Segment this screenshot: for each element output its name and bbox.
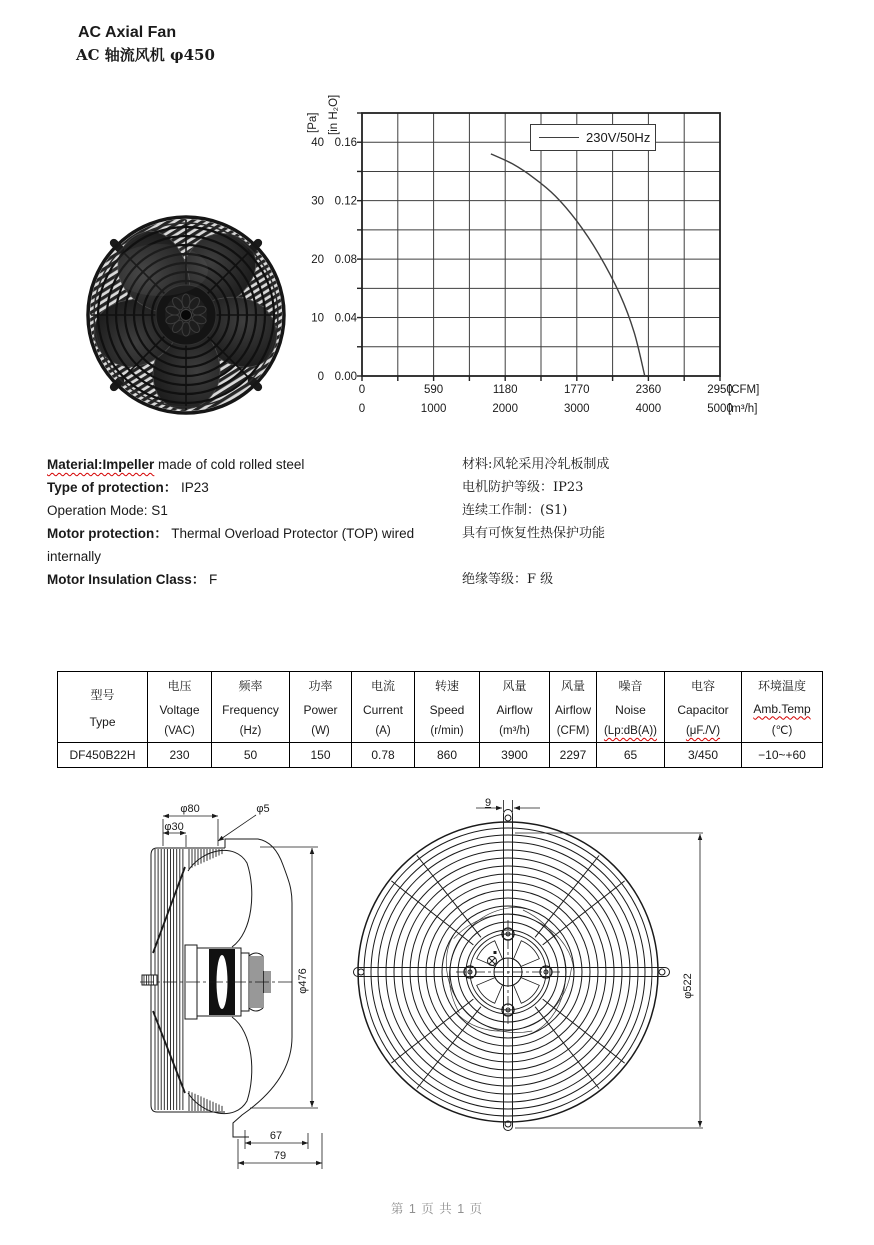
dim-label-9: 9 [484, 797, 492, 809]
spec-line-zh-3: 具有可恢复性热保护功能 [462, 526, 606, 541]
table-header-4: 电流 Current (A) [352, 672, 415, 743]
table-value-0: DF450B22H [58, 743, 148, 768]
table-value-8: 65 [597, 743, 665, 768]
page-subtitle-zh: AC 轴流风机 φ450 [76, 46, 215, 64]
y-axis-unit-pa: [Pa] [307, 112, 319, 133]
spec-line-en-3: Motor protection： Thermal Overload Protector (TOP) wired [47, 526, 415, 541]
curve-230v-50hz [491, 154, 645, 376]
y-tick-inh2o: 0.16 [334, 137, 357, 150]
dim-label-79: 79 [273, 1150, 287, 1162]
spec-line-zh-0: 材料:风轮采用冷轧板制成 [462, 457, 610, 472]
x-tick-cfm: 2950 [707, 384, 733, 396]
table-header-2: 频率 Frequency (Hz) [212, 672, 290, 743]
y-tick-pa: 30 [311, 195, 324, 208]
dim-label-phi80: φ80 [180, 803, 200, 815]
table-header-0: 型号 Type [58, 672, 148, 743]
table-value-7: 2297 [550, 743, 597, 768]
dim-label-67: 67 [269, 1130, 283, 1142]
page-title: AC Axial Fan [78, 24, 177, 41]
table-header-6: 风量 Airflow (m³/h) [480, 672, 550, 743]
x-tick-m3h: 1000 [420, 403, 447, 415]
chart-grid [362, 113, 720, 376]
table-value-3: 150 [290, 743, 352, 768]
y-tick-pa: 20 [311, 254, 324, 267]
y-tick-pa: 0 [317, 371, 324, 383]
chart-legend [530, 124, 656, 151]
venturi-profile [225, 839, 292, 1137]
fan-photo-graphic [82, 217, 285, 422]
dim-label-phi522: φ522 [682, 973, 694, 999]
chart-ticks [357, 113, 720, 381]
table-header-1: 电压 Voltage (VAC) [148, 672, 212, 743]
y-tick-inh2o: 0.04 [334, 312, 357, 325]
fan-photo [72, 212, 300, 424]
spec-line-zh-4 [462, 545, 609, 568]
table-header-5: 转速 Speed (r/min) [415, 672, 480, 743]
x-tick-cfm: 0 [358, 384, 366, 396]
table-header-7: 风量 Airflow (CFM) [550, 672, 597, 743]
drawing-side-view [130, 785, 340, 1180]
x-axis-unit-m3h: [m³/h] [728, 403, 758, 415]
dim-label-phi30: φ30 [164, 821, 184, 833]
spec-table-el [57, 671, 823, 768]
spec-line-zh-2: 连续工作制：(S1) [462, 503, 568, 518]
x-tick-m3h: 2000 [492, 403, 518, 415]
x-tick-cfm: 2360 [635, 384, 662, 396]
specs-chinese [462, 453, 609, 591]
legend-label: 230V/50Hz [586, 130, 651, 145]
x-tick-cfm: 1180 [492, 384, 518, 396]
drawing-front-view [345, 790, 715, 1175]
table-value-9: 3/450 [665, 743, 742, 768]
table-value-4: 0.78 [352, 743, 415, 768]
spec-table [57, 671, 823, 768]
x-tick-m3h: 3000 [564, 403, 590, 415]
table-header-3: 功率 Power (W) [290, 672, 352, 743]
table-header-10: 环境温度 Amb.Temp (℃) [742, 672, 823, 743]
spec-line-zh-5: 绝缘等级：F 级 [462, 572, 554, 587]
x-tick-m3h: 5000 [707, 403, 733, 415]
table-value-1: 230 [148, 743, 212, 768]
spec-line-en-5: Motor Insulation Class： F [47, 572, 218, 587]
table-value-2: 50 [212, 743, 290, 768]
x-tick-cfm: 1770 [564, 384, 590, 396]
spec-line-en-0: Material:Impeller made of cold rolled steel [47, 457, 305, 472]
y-tick-inh2o: 0.12 [334, 195, 357, 208]
y-tick-pa: 10 [311, 312, 324, 325]
page-footer: 第 1 页 共 1 页 [390, 1202, 484, 1216]
y-tick-inh2o: 0.08 [334, 254, 357, 267]
table-header-9: 电容 Capacitor (μF./V) [665, 672, 742, 743]
specs-english [47, 453, 457, 591]
x-tick-cfm: 590 [424, 384, 444, 396]
y-axis-unit-inh2o: [in H₂O] [328, 94, 340, 135]
x-tick-m3h: 0 [358, 403, 366, 415]
x-axis-unit-cfm: [CFM] [728, 384, 760, 396]
dim-label-phi476: φ476 [297, 968, 309, 994]
spec-line-en-1: Type of protection： IP23 [47, 480, 209, 495]
spec-line-en-2: Operation Mode: S1 [47, 503, 168, 518]
table-header-8: 噪音 Noise (Lp:dB(A)) [597, 672, 665, 743]
table-value-5: 860 [415, 743, 480, 768]
y-tick-pa: 40 [311, 137, 324, 150]
x-tick-m3h: 4000 [635, 403, 662, 415]
y-tick-inh2o: 0.00 [334, 371, 357, 383]
table-value-10: −10~+60 [742, 743, 823, 768]
legend-line-sample [539, 137, 579, 138]
dim-label-phi5: φ5 [256, 803, 270, 815]
spec-line-zh-1: 电机防护等级：IP23 [462, 480, 584, 495]
spec-line-en-4: internally [47, 549, 102, 564]
table-value-6: 3900 [480, 743, 550, 768]
